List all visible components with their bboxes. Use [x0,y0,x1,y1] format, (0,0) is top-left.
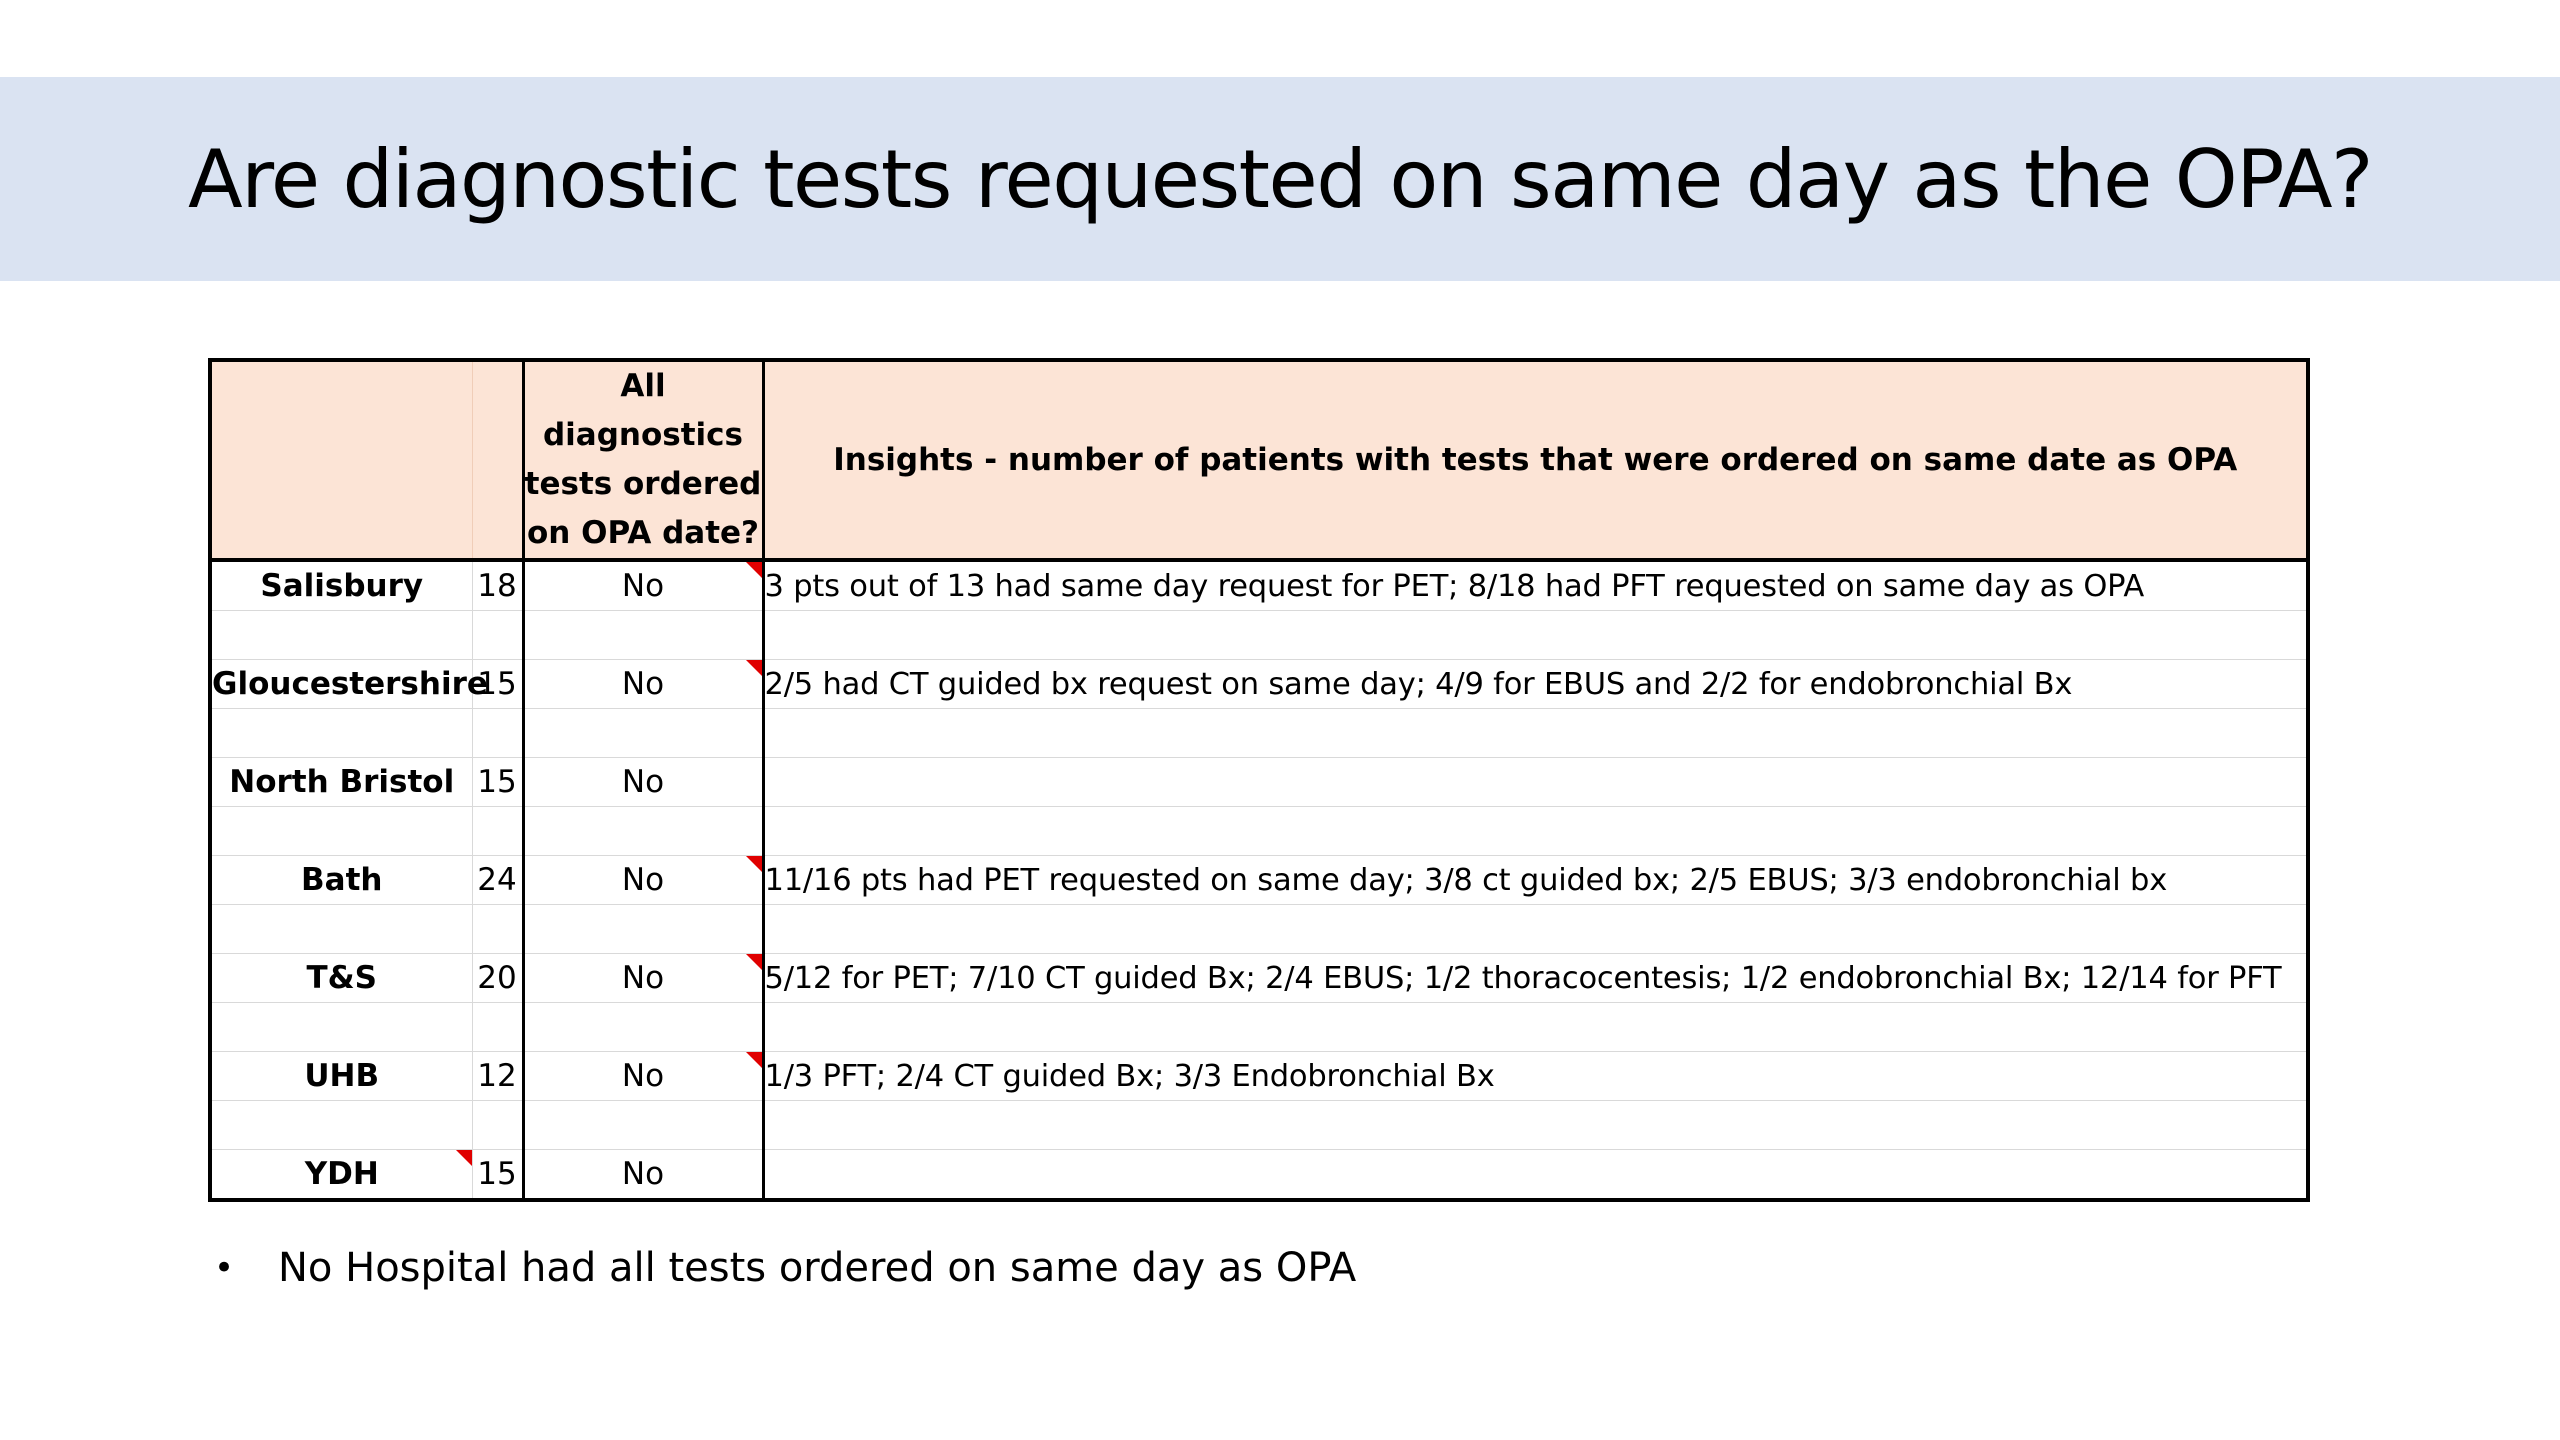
hospital-name-cell: North Bristol [210,758,472,807]
patient-count-cell: 18 [472,560,523,611]
insights-cell [763,1101,2308,1150]
insights-cell [763,709,2308,758]
hospital-name-cell: Gloucestershire [210,660,472,709]
hospital-name-cell [210,1003,472,1052]
all-tests-cell [523,660,763,709]
hospital-name-cell [210,807,472,856]
hospital-name-cell: Bath [210,856,472,905]
patient-count-cell: 20 [472,954,523,1003]
patient-count-cell [472,611,523,660]
insights-cell [763,758,2308,807]
table-row [210,560,2308,611]
all-tests-value: No [621,666,665,702]
hospital-name-value: YDH [304,1156,379,1192]
all-tests-value: No [621,1058,665,1094]
all-tests-cell [523,1003,763,1052]
table-row [210,1150,2308,1201]
all-tests-cell [523,611,763,660]
bullet-dot-icon: • [214,1248,235,1288]
table-row [210,758,2308,807]
patient-count-cell [472,1101,523,1150]
patient-count-cell [472,807,523,856]
insights-cell: 1/3 PFT; 2/4 CT guided Bx; 3/3 Endobronchial Bx [763,1052,2308,1101]
hospital-name-cell [210,1150,472,1201]
patient-count-cell: 15 [472,1150,523,1201]
table-row [210,905,2308,954]
table-row [210,954,2308,1003]
table-row [210,856,2308,905]
all-tests-value: No [621,862,665,898]
hospital-diagnostics-table [208,358,2310,1202]
table-row [210,1003,2308,1052]
hospital-name-cell: Salisbury [210,560,472,611]
patient-count-cell: 15 [472,660,523,709]
all-tests-cell [523,560,763,611]
title-band [0,77,2560,281]
hospital-name-cell: T&S [210,954,472,1003]
hospital-name-cell [210,905,472,954]
all-tests-cell [523,905,763,954]
header-hospital [210,360,472,560]
bullet-text: No Hospital had all tests ordered on same day as OPA [278,1245,1357,1291]
all-tests-value: No [621,568,665,604]
comment-marker-icon[interactable] [746,1052,762,1068]
insights-cell [763,807,2308,856]
comment-marker-icon[interactable] [456,1150,472,1166]
table-header-row [210,360,2308,560]
patient-count-cell: 24 [472,856,523,905]
comment-marker-icon[interactable] [746,856,762,872]
comment-marker-icon[interactable] [746,562,762,578]
insights-cell: 2/5 had CT guided bx request on same day; 4/9 for EBUS and 2/2 for endobronchial Bx [763,660,2308,709]
insights-cell [763,611,2308,660]
insights-cell [763,1003,2308,1052]
slide-title: Are diagnostic tests requested on same day as the OPA? [188,132,2372,226]
table-row [210,660,2308,709]
all-tests-cell [523,1101,763,1150]
header-count [472,360,523,560]
header-all-tests-line-1: All diagnostics [542,368,744,453]
all-tests-cell [523,709,763,758]
all-tests-cell: No [523,758,763,807]
all-tests-cell [523,807,763,856]
bullet-item [214,1245,1356,1291]
all-tests-cell [523,954,763,1003]
all-tests-cell [523,856,763,905]
table-row [210,1101,2308,1150]
comment-marker-icon[interactable] [746,660,762,676]
header-all-tests-line-3: on OPA date? [526,515,760,551]
all-tests-cell: No [523,1150,763,1201]
hospital-name-cell [210,1101,472,1150]
patient-count-cell: 12 [472,1052,523,1101]
patient-count-cell [472,905,523,954]
insights-cell: 5/12 for PET; 7/10 CT guided Bx; 2/4 EBUS; 1/2 thoracocentesis; 1/2 endobronchial Bx; 12/14 for PFT [763,954,2308,1003]
insights-cell [763,905,2308,954]
patient-count-cell [472,709,523,758]
patient-count-cell [472,1003,523,1052]
insights-cell: 11/16 pts had PET requested on same day; 3/8 ct guided bx; 2/5 EBUS; 3/3 endobronchial bx [763,856,2308,905]
insights-cell: 3 pts out of 13 had same day request for PET; 8/18 had PFT requested on same day as OPA [763,560,2308,611]
patient-count-cell: 15 [472,758,523,807]
header-all-tests-line-2: tests ordered [524,466,762,502]
table-row [210,709,2308,758]
table-row [210,611,2308,660]
comment-marker-icon[interactable] [746,954,762,970]
insights-cell [763,1150,2308,1201]
table-row [210,807,2308,856]
header-all-tests [523,360,763,560]
hospital-name-cell [210,709,472,758]
all-tests-cell [523,1052,763,1101]
hospital-name-cell: UHB [210,1052,472,1101]
hospital-name-cell [210,611,472,660]
header-insights: Insights - number of patients with tests that were ordered on same date as OPA [763,360,2308,560]
table-row [210,1052,2308,1101]
all-tests-value: No [621,960,665,996]
